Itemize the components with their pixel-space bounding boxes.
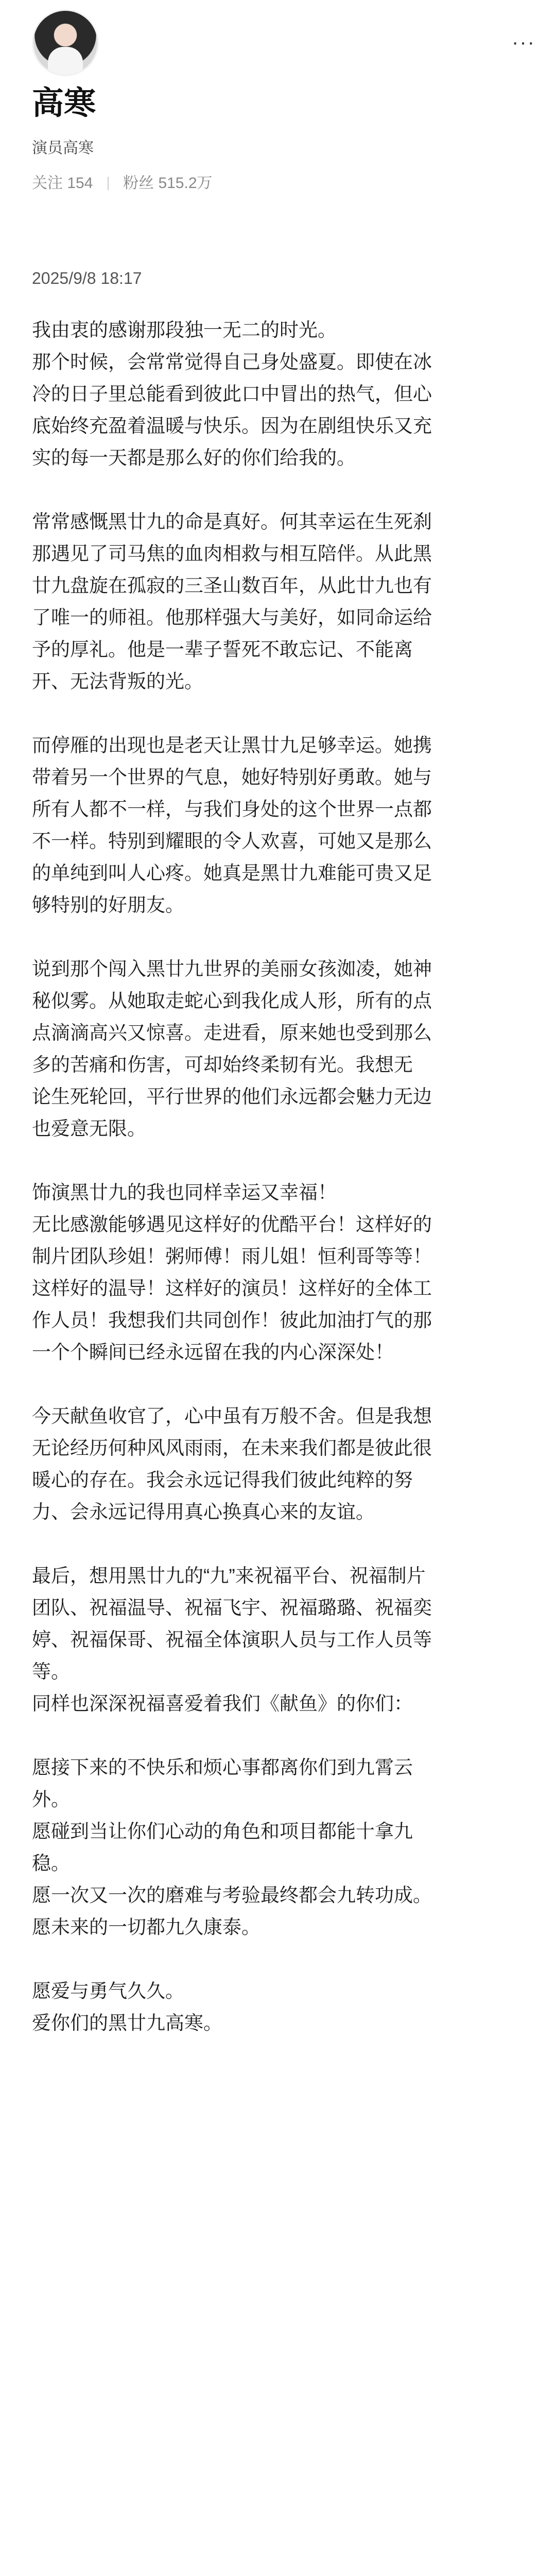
avatar[interactable]	[32, 9, 99, 76]
post-line: 不一样。特别到耀眼的令人欢喜，可她又是那么	[32, 831, 432, 852]
post-paragraph	[32, 730, 526, 921]
post-paragraph	[32, 314, 526, 474]
post-line: 也爱意无限。	[32, 1118, 146, 1139]
post-paragraph	[32, 1975, 526, 2039]
profile-stats	[32, 170, 213, 193]
paragraph-gap	[32, 1145, 526, 1177]
post-line: 无论经历何种风风雨雨，在未来我们都是彼此很	[32, 1437, 432, 1459]
post-line: 愿碰到当让你们心动的角色和项目都能十拿九	[32, 1821, 413, 1842]
post-line: 廿九盘旋在孤寂的三圣山数百年，从此廿九也有	[32, 575, 432, 596]
post-line: 同样也深深祝福喜爱着我们《献鱼》的你们：	[32, 1693, 413, 1714]
post-datetime: 2025/9/8 18:17	[32, 269, 142, 287]
post-line: 那个时候，会常常觉得自己身处盛夏。即使在冰	[32, 351, 432, 372]
post-line: 团队、祝福温导、祝福飞宇、祝福璐璐、祝福奕	[32, 1597, 432, 1618]
post-line: 那遇见了司马焦的血肉相救与相互陪伴。从此黑	[32, 543, 432, 564]
post-line: 制片团队珍姐！粥师傅！雨儿姐！恒利哥等等！	[32, 1246, 432, 1267]
follow-label[interactable]: 关注	[32, 175, 63, 192]
post-line: 饰演黑廿九的我也同样幸运又幸福！	[32, 1182, 337, 1203]
post-line: 点滴滴高兴又惊喜。走进看，原来她也受到那么	[32, 1022, 432, 1043]
post-line: 愿接下来的不快乐和烦心事都离你们到九霄云	[32, 1757, 413, 1778]
post-line: 予的厚礼。他是一辈子誓死不敢忘记、不能离	[32, 639, 413, 660]
post-line: 外。	[32, 1789, 70, 1810]
post-line: 愿未来的一切都九久康泰。	[32, 1917, 260, 1938]
post-line: 实的每一天都是那么好的你们给我的。	[32, 447, 356, 468]
post-line: 最后，想用黑廿九的“九”来祝福平台、祝福制片	[32, 1565, 426, 1586]
post-line: 的单纯到叫人心疼。她真是黑廿九难能可贵又足	[32, 862, 432, 884]
post-paragraph	[32, 1752, 526, 1943]
post-line: 我由衷的感谢那段独一无二的时光。	[32, 319, 337, 341]
paragraph-gap	[32, 921, 526, 953]
post-line: 带着另一个世界的气息，她好特别好勇敢。她与	[32, 767, 432, 788]
post-paragraph	[32, 1560, 526, 1720]
profile-subtitle: 演员高寒	[32, 140, 94, 157]
post-line: 力、会永远记得用真心换真心来的友谊。	[32, 1501, 375, 1522]
post-line: 一个个瞬间已经永远留在我的内心深深处！	[32, 1342, 394, 1363]
fans-count[interactable]: 515.2万	[158, 175, 213, 192]
fans-label[interactable]: 粉丝	[123, 175, 154, 192]
post-line: 今天献鱼收官了，心中虽有万般不舍。但是我想	[32, 1405, 432, 1427]
post-line: 这样好的温导！这样好的演员！这样好的全体工	[32, 1278, 432, 1299]
post-line: 开、无法背叛的光。	[32, 671, 203, 692]
paragraph-gap	[32, 1943, 526, 1975]
post-line: 论生死轮回，平行世界的他们永远都会魅力无边	[32, 1086, 432, 1107]
paragraph-gap	[32, 698, 526, 730]
paragraph-gap	[32, 1528, 526, 1560]
post-line: 暖心的存在。我会永远记得我们彼此纯粹的努	[32, 1469, 413, 1490]
post-line: 了唯一的师祖。他那样强大与美好，如同命运给	[32, 607, 432, 628]
post-line: 愿一次又一次的磨难与考验最终都会九转功成。	[32, 1885, 432, 1906]
post-line: 够特别的好朋友。	[32, 894, 184, 916]
follow-count[interactable]: 154	[67, 175, 93, 192]
post-line: 作人员！我想我们共同创作！彼此加油打气的那	[32, 1310, 432, 1331]
post-line: 爱你们的黑廿九高寒。	[32, 2012, 222, 2033]
paragraph-gap	[32, 1368, 526, 1400]
post-line: 愿爱与勇气久久。	[32, 1980, 184, 2002]
more-options-icon[interactable]: ···	[512, 31, 535, 54]
post-line: 稳。	[32, 1853, 70, 1874]
post-body	[32, 314, 526, 2039]
profile-name[interactable]: 高寒	[32, 86, 96, 121]
paragraph-gap	[32, 1720, 526, 1752]
post-line: 而停雁的出现也是老天让黑廿九足够幸运。她携	[32, 735, 432, 756]
post-line: 说到那个闯入黑廿九世界的美丽女孩洳凌，她神	[32, 958, 432, 979]
post-paragraph	[32, 1400, 526, 1528]
post-line: 多的苦痛和伤害，可却始终柔韧有光。我想无	[32, 1054, 413, 1075]
post-line: 无比感激能够遇见这样好的优酷平台！这样好的	[32, 1214, 432, 1235]
post-line: 等。	[32, 1661, 70, 1682]
paragraph-gap	[32, 474, 526, 506]
post-paragraph	[32, 953, 526, 1145]
post-line: 秘似雾。从她取走蛇心到我化成人形，所有的点	[32, 990, 432, 1011]
post-paragraph	[32, 506, 526, 698]
post-line: 冷的日子里总能看到彼此口中冒出的热气，但心	[32, 383, 432, 404]
post-paragraph	[32, 1177, 526, 1368]
post-line: 所有人都不一样，与我们身处的这个世界一点都	[32, 799, 432, 820]
stats-divider	[108, 177, 109, 190]
post-line: 底始终充盈着温暖与快乐。因为在剧组快乐又充	[32, 415, 432, 436]
post-line: 婷、祝福保哥、祝福全体演职人员与工作人员等	[32, 1629, 432, 1650]
post-line: 常常感慨黑廿九的命是真好。何其幸运在生死刹	[32, 511, 432, 532]
